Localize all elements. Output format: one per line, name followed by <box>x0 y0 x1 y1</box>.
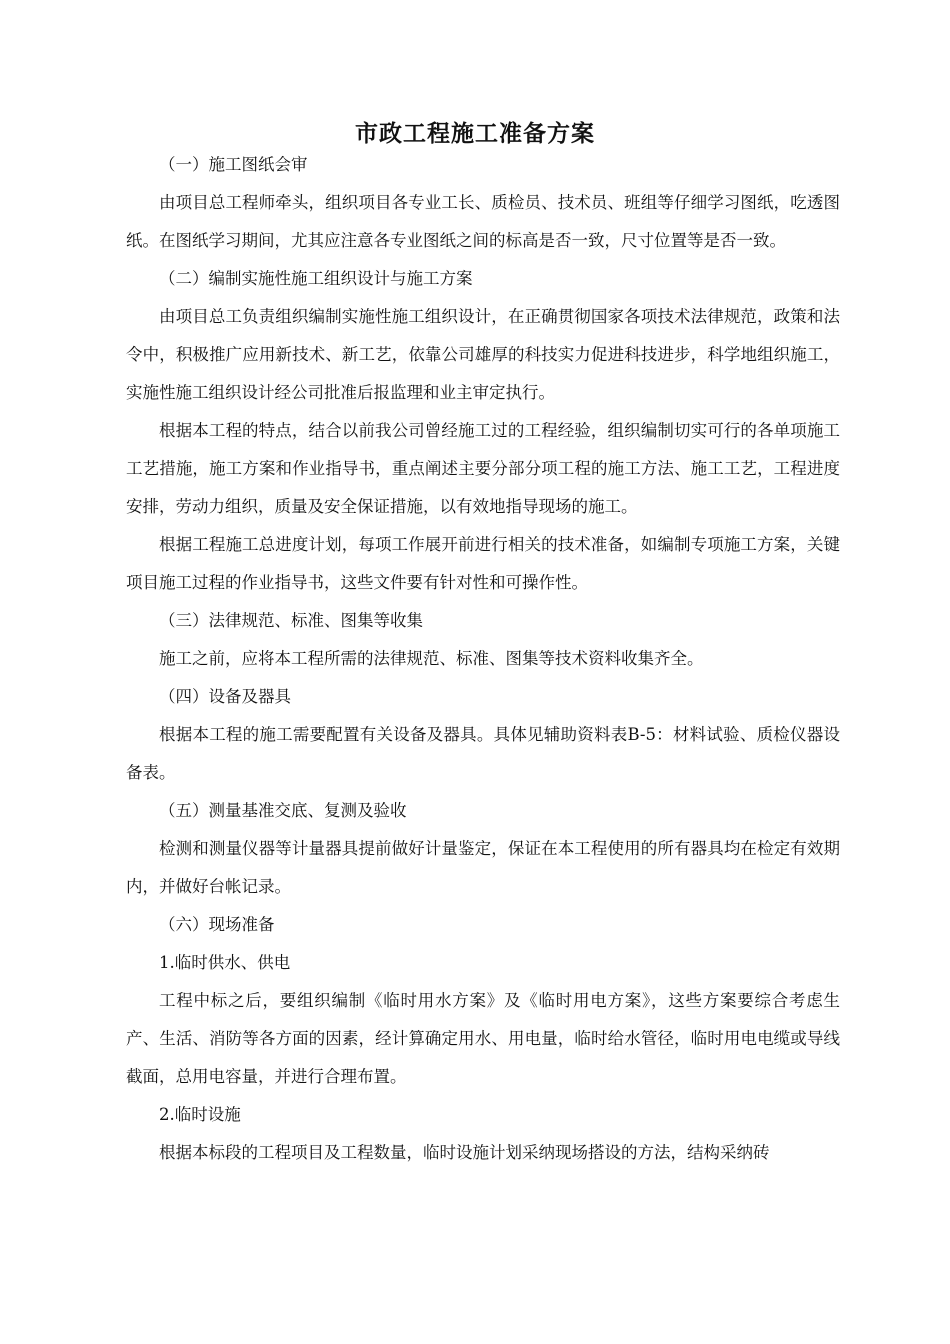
document-body <box>126 146 840 1172</box>
paragraph: 施工之前，应将本工程所需的法律规范、标准、图集等技术资料收集齐全。 <box>159 649 704 668</box>
section-heading-4: （四）设备及器具 <box>159 687 291 706</box>
paragraph: 根据工程施工总进度计划，每项工作展开前进行相关的技术准备，如编制专项施工方案，关键项目施工过程的作业指导书，这些文件要有针对性和可操作性。 <box>126 535 840 592</box>
section-heading-1: （一）施工图纸会审 <box>159 155 308 174</box>
section-heading-6: （六）现场准备 <box>159 915 275 934</box>
paragraph: 检测和测量仪器等计量器具提前做好计量鉴定，保证在本工程使用的所有器具均在检定有效期内，并做好台帐记录。 <box>126 839 840 896</box>
paragraph: 由项目总工程师牵头，组织项目各专业工长、质检员、技术员、班组等仔细学习图纸，吃透图纸。在图纸学习期间，尤其应注意各专业图纸之间的标高是否一致，尺寸位置等是否一致。 <box>126 193 840 250</box>
paragraph: 由项目总工负责组织编制实施性施工组织设计，在正确贯彻国家各项技术法律规范，政策和法令中，积极推广应用新技术、新工艺，依靠公司雄厚的科技实力促进科技进步，科学地组织施工，实施性施工组织设计经公司批准后报监理和业主审定执行。 <box>126 307 840 402</box>
paragraph: 根据本工程的特点，结合以前我公司曾经施工过的工程经验，组织编制切实可行的各单项施工工艺措施，施工方案和作业指导书，重点阐述主要分部分项工程的施工方法、施工工艺，工程进度安排，劳动力组织，质量及安全保证措施，以有效地指导现场的施工。 <box>126 421 840 516</box>
document-title: 市政工程施工准备方案 <box>355 120 595 148</box>
paragraph: 根据本工程的施工需要配置有关设备及器具。具体见辅助资料表B-5：材料试验、质检仪器设备表。 <box>126 725 840 782</box>
section-heading-5: （五）测量基准交底、复测及验收 <box>159 801 407 820</box>
section-heading-3: （三）法律规范、标准、图集等收集 <box>159 611 423 630</box>
paragraph: 根据本标段的工程项目及工程数量，临时设施计划采纳现场搭设的方法，结构采纳砖 <box>159 1143 770 1162</box>
section-heading-2: （二）编制实施性施工组织设计与施工方案 <box>159 269 473 288</box>
paragraph: 工程中标之后，要组织编制《临时用水方案》及《临时用电方案》，这些方案要综合考虑生产、生活、消防等各方面的因素，经计算确定用水、用电量，临时给水管径，临时用电电缆或导线截面，总用电容量，并进行合理布置。 <box>126 991 840 1086</box>
subsection-heading-2: 2.临时设施 <box>159 1105 241 1124</box>
subsection-heading-1: 1.临时供水、供电 <box>159 953 291 972</box>
